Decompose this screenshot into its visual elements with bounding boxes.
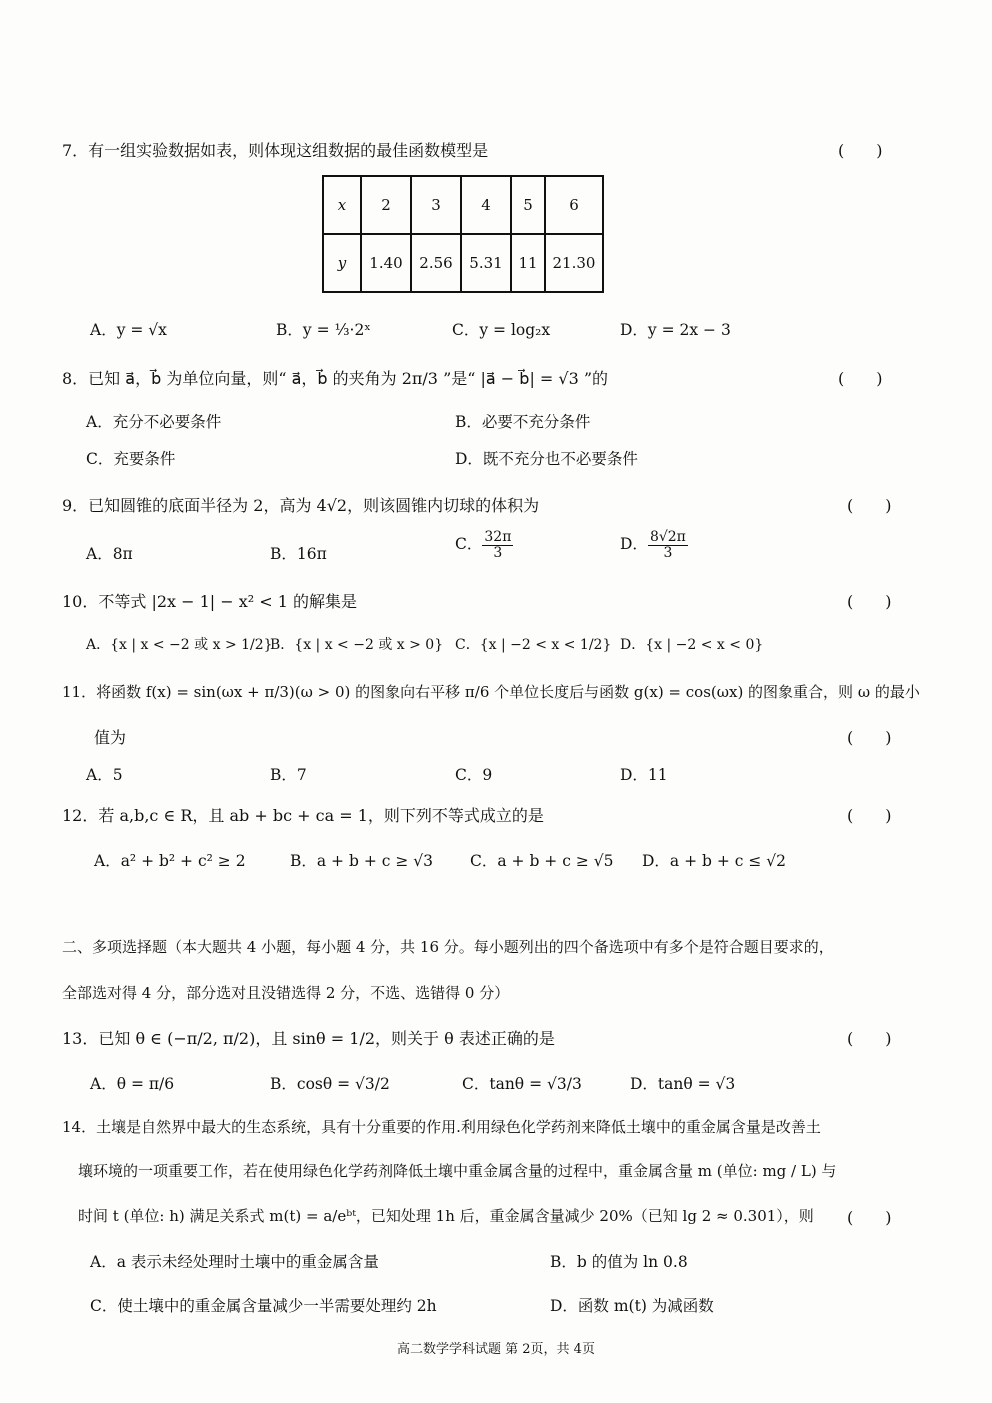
table-row-x [323,176,603,234]
q13-answer-paren: ( ) [847,1029,892,1048]
q12-option-a: A．a² + b² + c² ≥ 2 [94,852,246,870]
q11-option-c: C．9 [455,766,493,784]
q9-option-a: A．8π [86,545,133,563]
q10-option-a: A．{x | x < −2 或 x > 1/2} [86,637,273,653]
section-heading-line1: 二、多项选择题（本大题共 4 小题，每小题 4 分，共 16 分。每小题列出的四个备选项中有多个是符合题目要求的， [62,938,834,956]
section-heading-line2: 全部选对得 4 分，部分选对且没错选得 2 分，不选、选错得 0 分） [62,984,510,1002]
q13-option-b: B．cosθ = √3/2 [270,1075,390,1093]
q13-option-d: D．tanθ = √3 [630,1075,736,1093]
table-cell: 11 [511,234,545,292]
q14-option-d: D．函数 m(t) 为减函数 [550,1297,714,1315]
q11-option-d: D．11 [620,766,668,784]
page-footer: 高二数学学科试题 第 2页，共 4页 [397,1342,595,1357]
q11-stem: 11．将函数 f(x) = sin(ωx + π/3)(ω > 0) 的图象向右平移 π/6 个单位长度后与函数 g(x) = cos(ωx) 的图象重合，则 ω 的最小 [62,683,920,701]
q8-option-b: B．必要不充分条件 [455,413,591,431]
q8-option-c: C．充要条件 [86,450,176,468]
q14-option-a: A．a 表示未经处理时土壤中的重金属含量 [90,1253,379,1271]
q10-option-d: D．{x | −2 < x < 0} [620,637,764,653]
q14-option-b: B．b 的值为 ln 0.8 [550,1253,688,1271]
q14-option-c: C．使土壤中的重金属含量减少一半需要处理约 2h [90,1297,437,1315]
q13-option-a: A．θ = π/6 [90,1075,175,1093]
q7-data-table [322,175,604,293]
q9-option-d: D． $\frac{8√2\pi}{3}$ [620,529,686,561]
table-cell: 3 [411,176,461,234]
q11-answer-paren: ( ) [847,728,892,747]
table-cell: 5.31 [461,234,511,292]
q7-option-d: D．y = 2x − 3 [620,321,731,339]
table-header-y: y [323,234,361,292]
q12-option-d: D．a + b + c ≤ √2 [642,852,787,870]
q14-stem-line1: 14．土壤是自然界中最大的生态系统，具有十分重要的作用.利用绿色化学药剂来降低土壤中的重金属含量是改善土 [62,1118,821,1136]
q13-stem: 13．已知 θ ∈ (−π/2, π/2)，且 sinθ = 1/2，则关于 θ 表述正确的是 [62,1029,555,1048]
table-cell: 2 [361,176,411,234]
q9-option-c: C． $\frac{32\pi}{3}$ [455,529,512,561]
q9-option-b: B．16π [270,545,327,563]
q13-option-c: C．tanθ = √3/3 [462,1075,582,1093]
table-cell: 1.40 [361,234,411,292]
q8-answer-paren: ( ) [838,369,883,388]
q7-stem: 7．有一组实验数据如表，则体现这组数据的最佳函数模型是 [62,141,489,160]
q10-option-b: B．{x | x < −2 或 x > 0} [270,637,444,653]
q9-answer-paren: ( ) [847,496,892,515]
q14-answer-paren: ( ) [847,1208,892,1227]
q14-stem-line2: 壤环境的一项重要工作，若在使用绿色化学药剂降低土壤中重金属含量的过程中，重金属含量 m (单位: mg / L) 与 [78,1162,837,1180]
q10-option-c: C．{x | −2 < x < 1/2} [455,637,612,653]
q12-option-b: B．a + b + c ≥ √3 [290,852,433,870]
q12-answer-paren: ( ) [847,806,892,825]
q7-option-a: A．y = √x [90,321,167,339]
q12-option-c: C．a + b + c ≥ √5 [470,852,614,870]
table-cell: 5 [511,176,545,234]
table-row-y [323,234,603,292]
table-header-x: x [323,176,361,234]
q8-option-a: A．充分不必要条件 [86,413,222,431]
fraction: $\frac{32\pi}{3}$ [484,529,512,561]
q10-stem: 10．不等式 |2x − 1| − x² < 1 的解集是 [62,592,358,611]
q7-answer-paren: ( ) [838,141,883,160]
q7-option-b: B．y = ⅓·2ˣ [276,321,371,339]
q11-stem-cont: 值为 [94,728,127,747]
q8-stem: 8．已知 a⃗，b⃗ 为单位向量，则“ a⃗，b⃗ 的夹角为 2π/3 ”是“ |a⃗ − b⃗| = √3 ”的 [62,369,609,388]
q12-stem: 12．若 a,b,c ∈ R，且 ab + bc + ca = 1，则下列不等式成立的是 [62,806,544,825]
fraction: $\frac{8√2\pi}{3}$ [649,529,686,561]
q14-stem-line3: 时间 t (单位: h) 满足关系式 m(t) = a/eᵇᵗ，已知处理 1h 后，重金属含量减少 20%（已知 lg 2 ≈ 0.301），则 [78,1207,814,1225]
q11-option-a: A．5 [86,766,123,784]
q7-option-c: C．y = log₂x [452,321,551,339]
q9-stem: 9．已知圆锥的底面半径为 2，高为 4√2，则该圆锥内切球的体积为 [62,496,540,515]
table-cell: 4 [461,176,511,234]
table-cell: 6 [545,176,603,234]
table-cell: 21.30 [545,234,603,292]
q8-option-d: D．既不充分也不必要条件 [455,450,638,468]
q10-answer-paren: ( ) [847,592,892,611]
table-cell: 2.56 [411,234,461,292]
q11-option-b: B．7 [270,766,307,784]
